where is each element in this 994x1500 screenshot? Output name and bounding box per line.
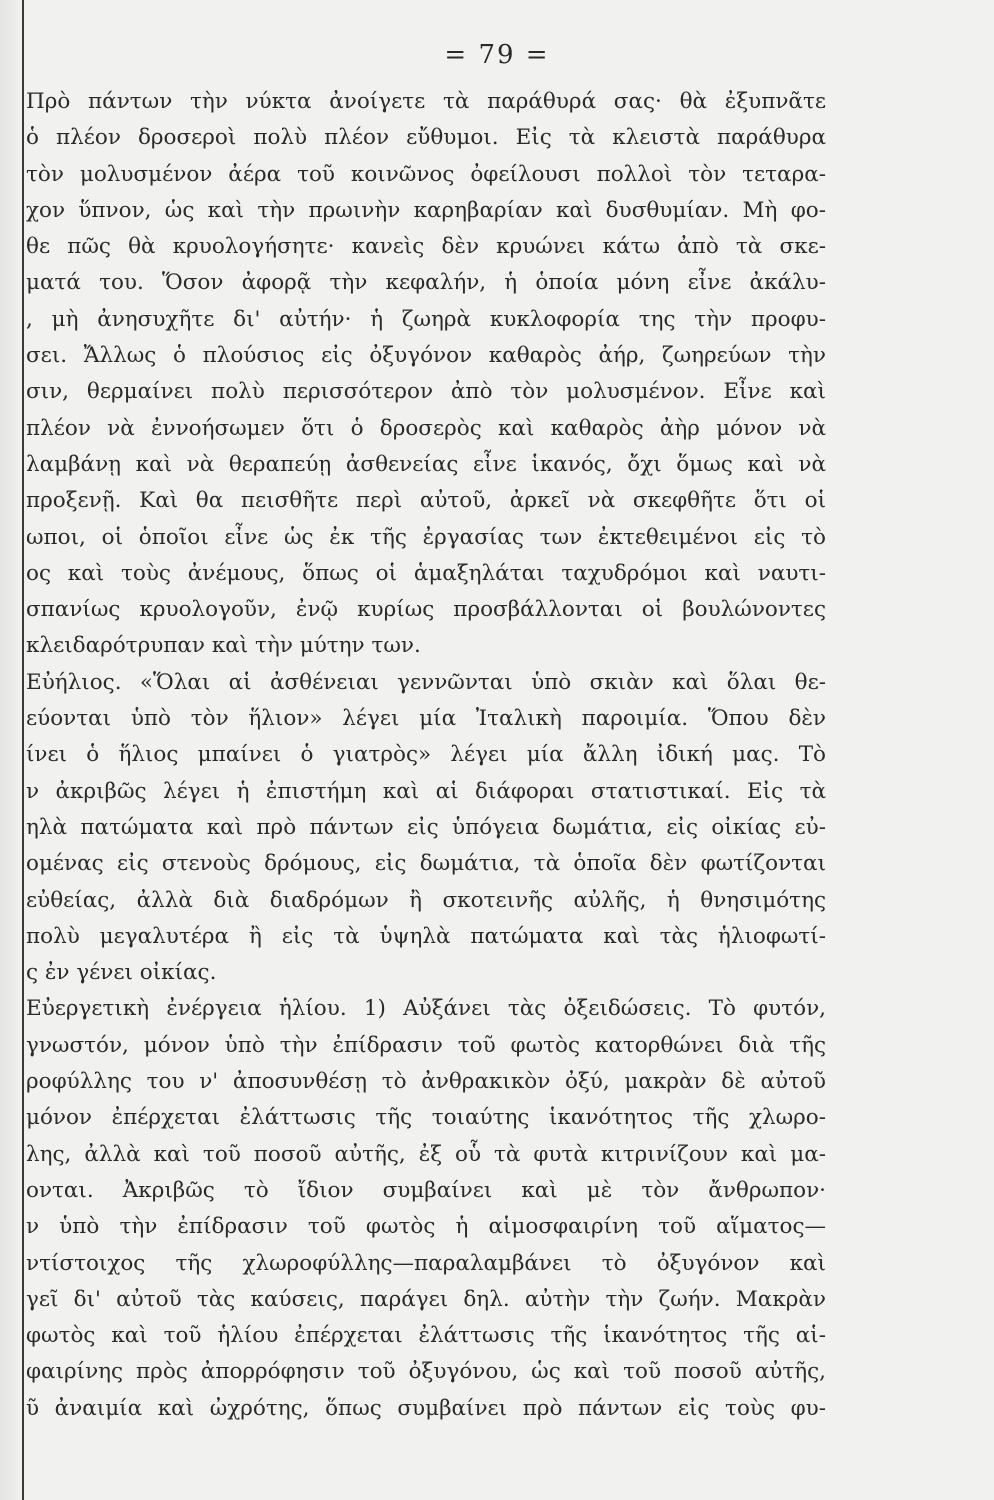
text-line: σει. Ἄλλως ὁ πλούσιος εἰς ὀξυγόνον καθαρὸς ἀήρ, ζωηρεύων τὴν <box>26 343 826 369</box>
text-line: εὐθείας, ἀλλὰ διὰ διαδρόμων ἢ σκοτεινῆς αὐλῆς, ἡ θνησιμότης <box>26 887 826 913</box>
body-text <box>26 84 826 1427</box>
section-heading-line: Εὐεργετικὴ ἐνέργεια ἡλίου. 1) Αὐξάνει τὰς ὀξειδώσεις. Τὸ φυτόν, <box>26 996 826 1022</box>
text-line: σπανίως κρυολογοῦν, ἐνῷ κυρίως προσβάλλονται οἱ βουλώνοντες <box>26 597 826 623</box>
text-line: ς ἐν γένει οἰκίας. <box>26 960 217 986</box>
text-line: χον ὕπνον, ὡς καὶ τὴν πρωινὴν καρηβαρίαν καὶ δυσθυμίαν. Μὴ φο- <box>26 197 826 223</box>
text-line: ὁ πλέον δροσεροὶ πολὺ πλέον εὔθυμοι. Εἰς τὰ κλειστὰ παράθυρα <box>26 125 826 151</box>
text-line: ονται. Ἀκριβῶς τὸ ἴδιον συμβαίνει καὶ μὲ τὸν ἄνθρωπον· <box>26 1177 826 1203</box>
text-line: , μὴ ἀνησυχῆτε δι' αὐτήν· ἡ ζωηρὰ κυκλοφορία της τὴν προφυ- <box>26 306 826 332</box>
page-number: = 79 = <box>444 40 550 70</box>
text-line: σιν, θερμαίνει πολὺ περισσότερον ἀπὸ τὸν μολυσμένον. Εἶνε καὶ <box>26 379 826 405</box>
text-line: ν ὑπὸ τὴν ἐπίδρασιν τοῦ φωτὸς ἡ αἱμοσφαιρίνη τοῦ αἵματος— <box>26 1214 826 1240</box>
text-line: μόνον ἐπέρχεται ἐλάττωσις τῆς τοιαύτης ἱκανότητος τῆς χλωρο- <box>26 1105 826 1131</box>
text-line: ματά του. Ὅσον ἀφορᾷ τὴν κεφαλήν, ἡ ὁποία μόνη εἶνε ἀκάλυ- <box>26 270 826 296</box>
text-line: ος καὶ τοὺς ἀνέμους, ὅπως οἱ ἁμαξηλάται ταχυδρόμοι καὶ ναυτι- <box>26 560 826 586</box>
text-line: Πρὸ πάντων τὴν νύκτα ἀνοίγετε τὰ παράθυρά σας· θὰ ἐξυπνᾶτε <box>26 89 826 114</box>
text-line: θε πῶς θὰ κρυολογήσητε· κανεὶς δὲν κρυώνει κάτω ἀπὸ τὰ σκε- <box>26 234 826 260</box>
text-line: ν ἀκριβῶς λέγει ἡ ἐπιστήμη καὶ αἱ διάφοραι στατιστικαί. Εἰς τὰ <box>26 778 826 804</box>
text-line: φωτὸς καὶ τοῦ ἡλίου ἐπέρχεται ἐλάττωσις τῆς ἱκανότητος τῆς αἱ- <box>26 1323 826 1349</box>
text-line: ομένας εἰς στενοὺς δρόμους, εἰς δωμάτια, τὰ ὁποῖα δὲν φωτίζονται <box>26 851 826 877</box>
text-line: ντίστοιχος τῆς χλωροφύλλης—παραλαμβάνει τὸ ὀξυγόνον καὶ <box>26 1250 826 1276</box>
text-line: φαιρίνης πρὸς ἀπορρόφησιν τοῦ ὀξυγόνου, ὡς καὶ τοῦ ποσοῦ αὐτῆς, <box>26 1359 826 1385</box>
text-line: ῦ ἀναιμία καὶ ὠχρότης, ὅπως συμβαίνει πρὸ πάντων εἰς τοὺς φυ- <box>26 1395 826 1421</box>
text-line: γνωστόν, μόνον ὑπὸ τὴν ἐπίδρασιν τοῦ φωτὸς κατορθώνει διὰ τῆς <box>26 1032 826 1058</box>
text-line: εύονται ὑπὸ τὸν ἥλιον» λέγει μία Ἰταλικὴ παροιμία. Ὅπου δὲν <box>26 706 826 732</box>
text-line: λαμβάνῃ καὶ νὰ θεραπεύῃ ἀσθενείας εἶνε ἱκανός, ὄχι ὅμως καὶ νὰ <box>26 451 826 477</box>
page-gutter <box>0 0 24 1500</box>
text-line: ροφύλλης του ν' ἀποσυνθέσῃ τὸ ἀνθρακικὸν ὀξύ, μακρὰν δὲ αὐτοῦ <box>26 1069 826 1095</box>
section-heading-line: Εὐήλιος. «Ὅλαι αἱ ἀσθένειαι γεννῶνται ὑπὸ σκιὰν καὶ ὅλαι θε- <box>26 669 826 695</box>
text-line: ίνει ὁ ἥλιος μπαίνει ὁ γιατρὸς» λέγει μία ἄλλη ἰδική μας. Τὸ <box>26 742 826 768</box>
text-line: ωποι, οἱ ὁποῖοι εἶνε ὡς ἐκ τῆς ἐργασίας των ἐκτεθειμένοι εἰς τὸ <box>26 524 826 550</box>
text-line: πλέον νὰ ἐννοήσωμεν ὅτι ὁ δροσερὸς καὶ καθαρὸς ἀὴρ μόνον νὰ <box>26 415 826 441</box>
text-line: πολὺ μεγαλυτέρα ἢ εἰς τὰ ὑψηλὰ πατώματα καὶ τὰς ἡλιοφωτί- <box>26 923 826 949</box>
text-line: κλειδαρότρυπαν καὶ τὴν μύτην των. <box>26 633 421 659</box>
text-line: προξενῇ. Καὶ θα πεισθῆτε περὶ αὐτοῦ, ἀρκεῖ νὰ σκεφθῆτε ὅτι οἱ <box>26 488 826 514</box>
text-line: ηλὰ πατώματα καὶ πρὸ πάντων εἰς ὑπόγεια δωμάτια, εἰς οἰκίας εὐ- <box>26 814 826 840</box>
text-line: τὸν μολυσμένον ἀέρα τοῦ κοινῶνος ὀφείλουσι πολλοὶ τὸν τεταρα- <box>26 161 826 187</box>
text-line: λης, ἀλλὰ καὶ τοῦ ποσοῦ αὐτῆς, ἐξ οὗ τὰ φυτὰ κιτρινίζουν καὶ μα- <box>26 1141 826 1167</box>
text-line: γεῖ δι' αὐτοῦ τὰς καύσεις, παράγει δηλ. αὐτὴν τὴν ζωήν. Μακρὰν <box>26 1286 826 1312</box>
